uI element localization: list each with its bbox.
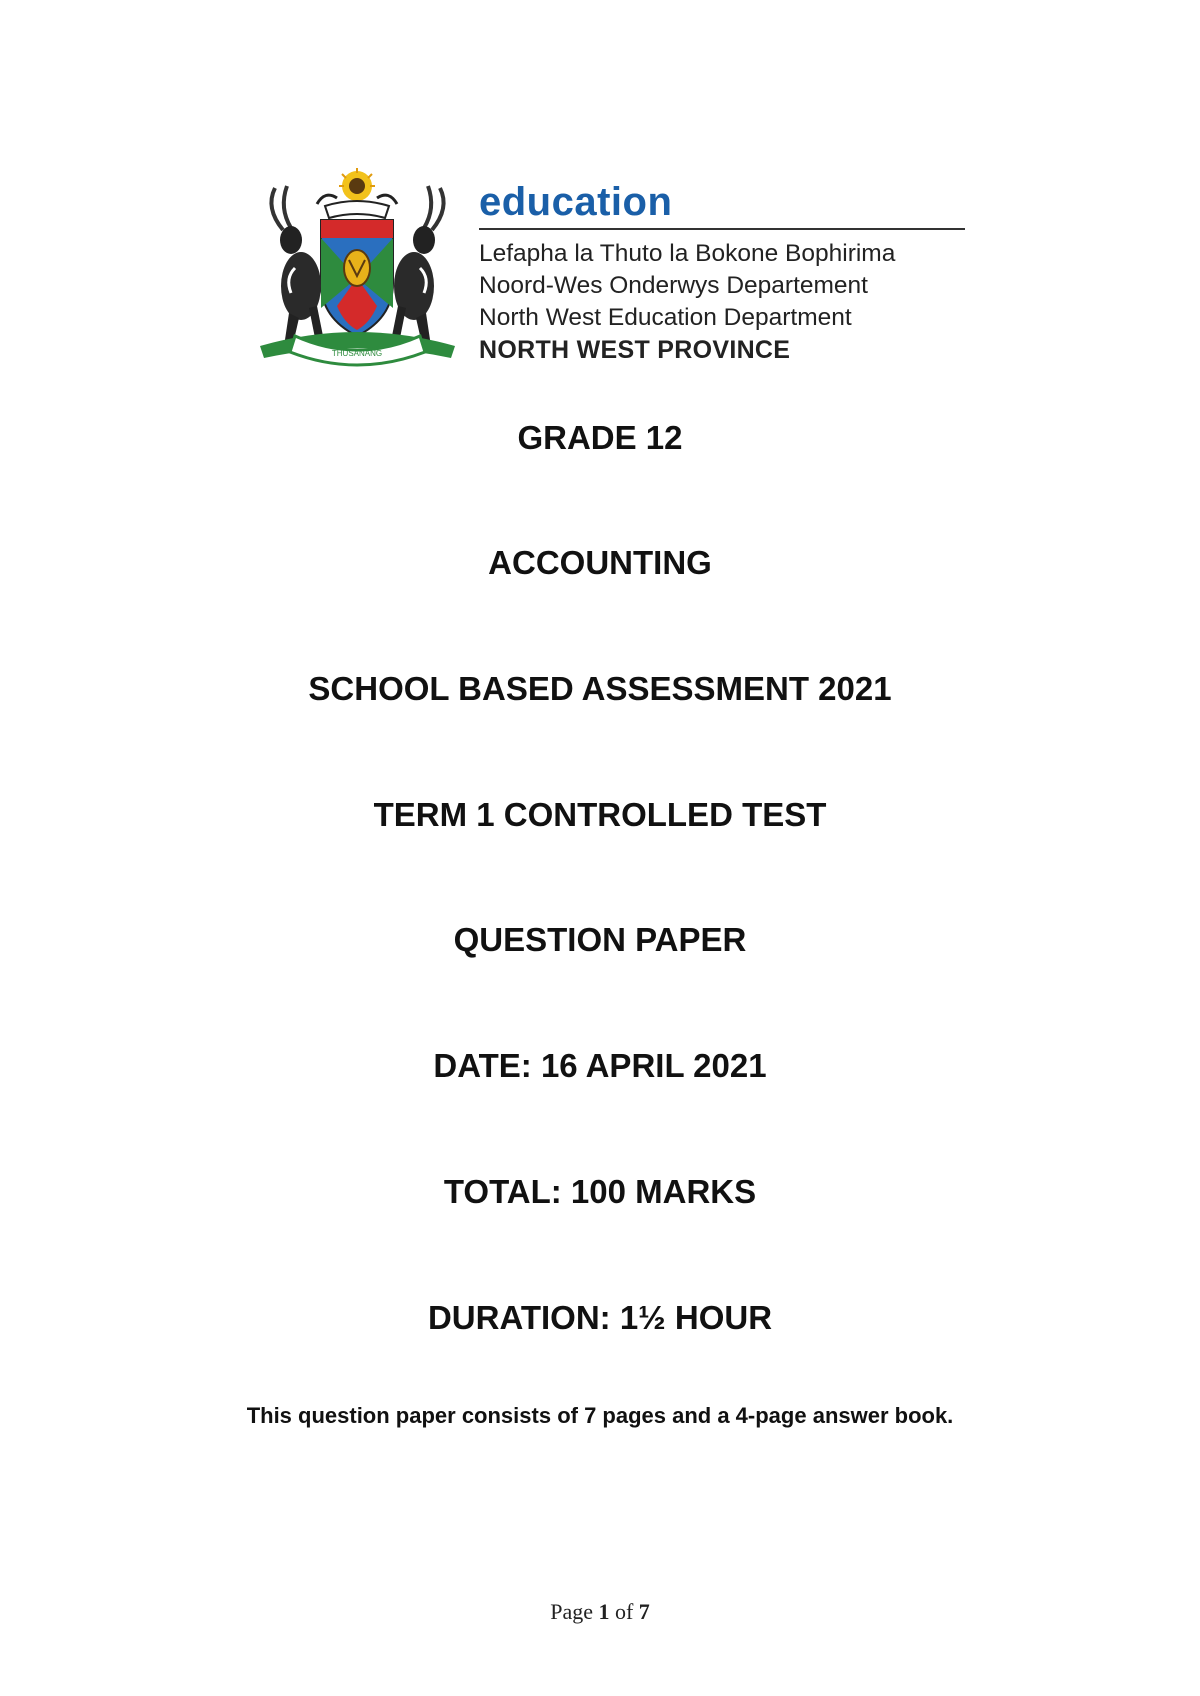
duration-heading: DURATION: 1½ HOUR [427, 1299, 773, 1336]
left-antelope-icon [271, 186, 325, 353]
paper-heading: QUESTION PAPER [453, 921, 747, 958]
department-name-block [479, 182, 965, 366]
date-heading: DATE: 16 APRIL 2021 [433, 1047, 767, 1084]
subject-heading: ACCOUNTING [488, 544, 712, 581]
of-word: of [614, 1599, 634, 1624]
province-name: NORTH WEST PROVINCE [479, 336, 791, 364]
page-word: Page [550, 1599, 593, 1624]
coat-of-arms-icon [255, 168, 460, 374]
total-page-number: 7 [638, 1599, 650, 1624]
department-name-afrikaans: Noord-Wes Onderwys Departement [479, 272, 868, 299]
right-antelope-icon [390, 186, 444, 353]
current-page-number: 1 [598, 1599, 610, 1624]
department-name-english: North West Education Department [479, 304, 852, 331]
grade-heading: GRADE 12 [517, 419, 683, 456]
assessment-heading: SCHOOL BASED ASSESSMENT 2021 [308, 670, 892, 707]
total-marks-heading: TOTAL: 100 MARKS [443, 1173, 757, 1210]
motto-text: THUSANANG [331, 349, 383, 358]
department-title: education [479, 182, 965, 230]
page-count-note: This question paper consists of 7 pages and a 4-page answer book. [246, 1403, 954, 1428]
test-heading: TERM 1 CONTROLLED TEST [373, 796, 827, 833]
sunflower-icon [339, 168, 375, 201]
department-name-setswana: Lefapha la Thuto la Bokone Bophirima [479, 240, 896, 267]
page-number-footer [0, 1598, 1200, 1626]
department-header [255, 168, 965, 374]
